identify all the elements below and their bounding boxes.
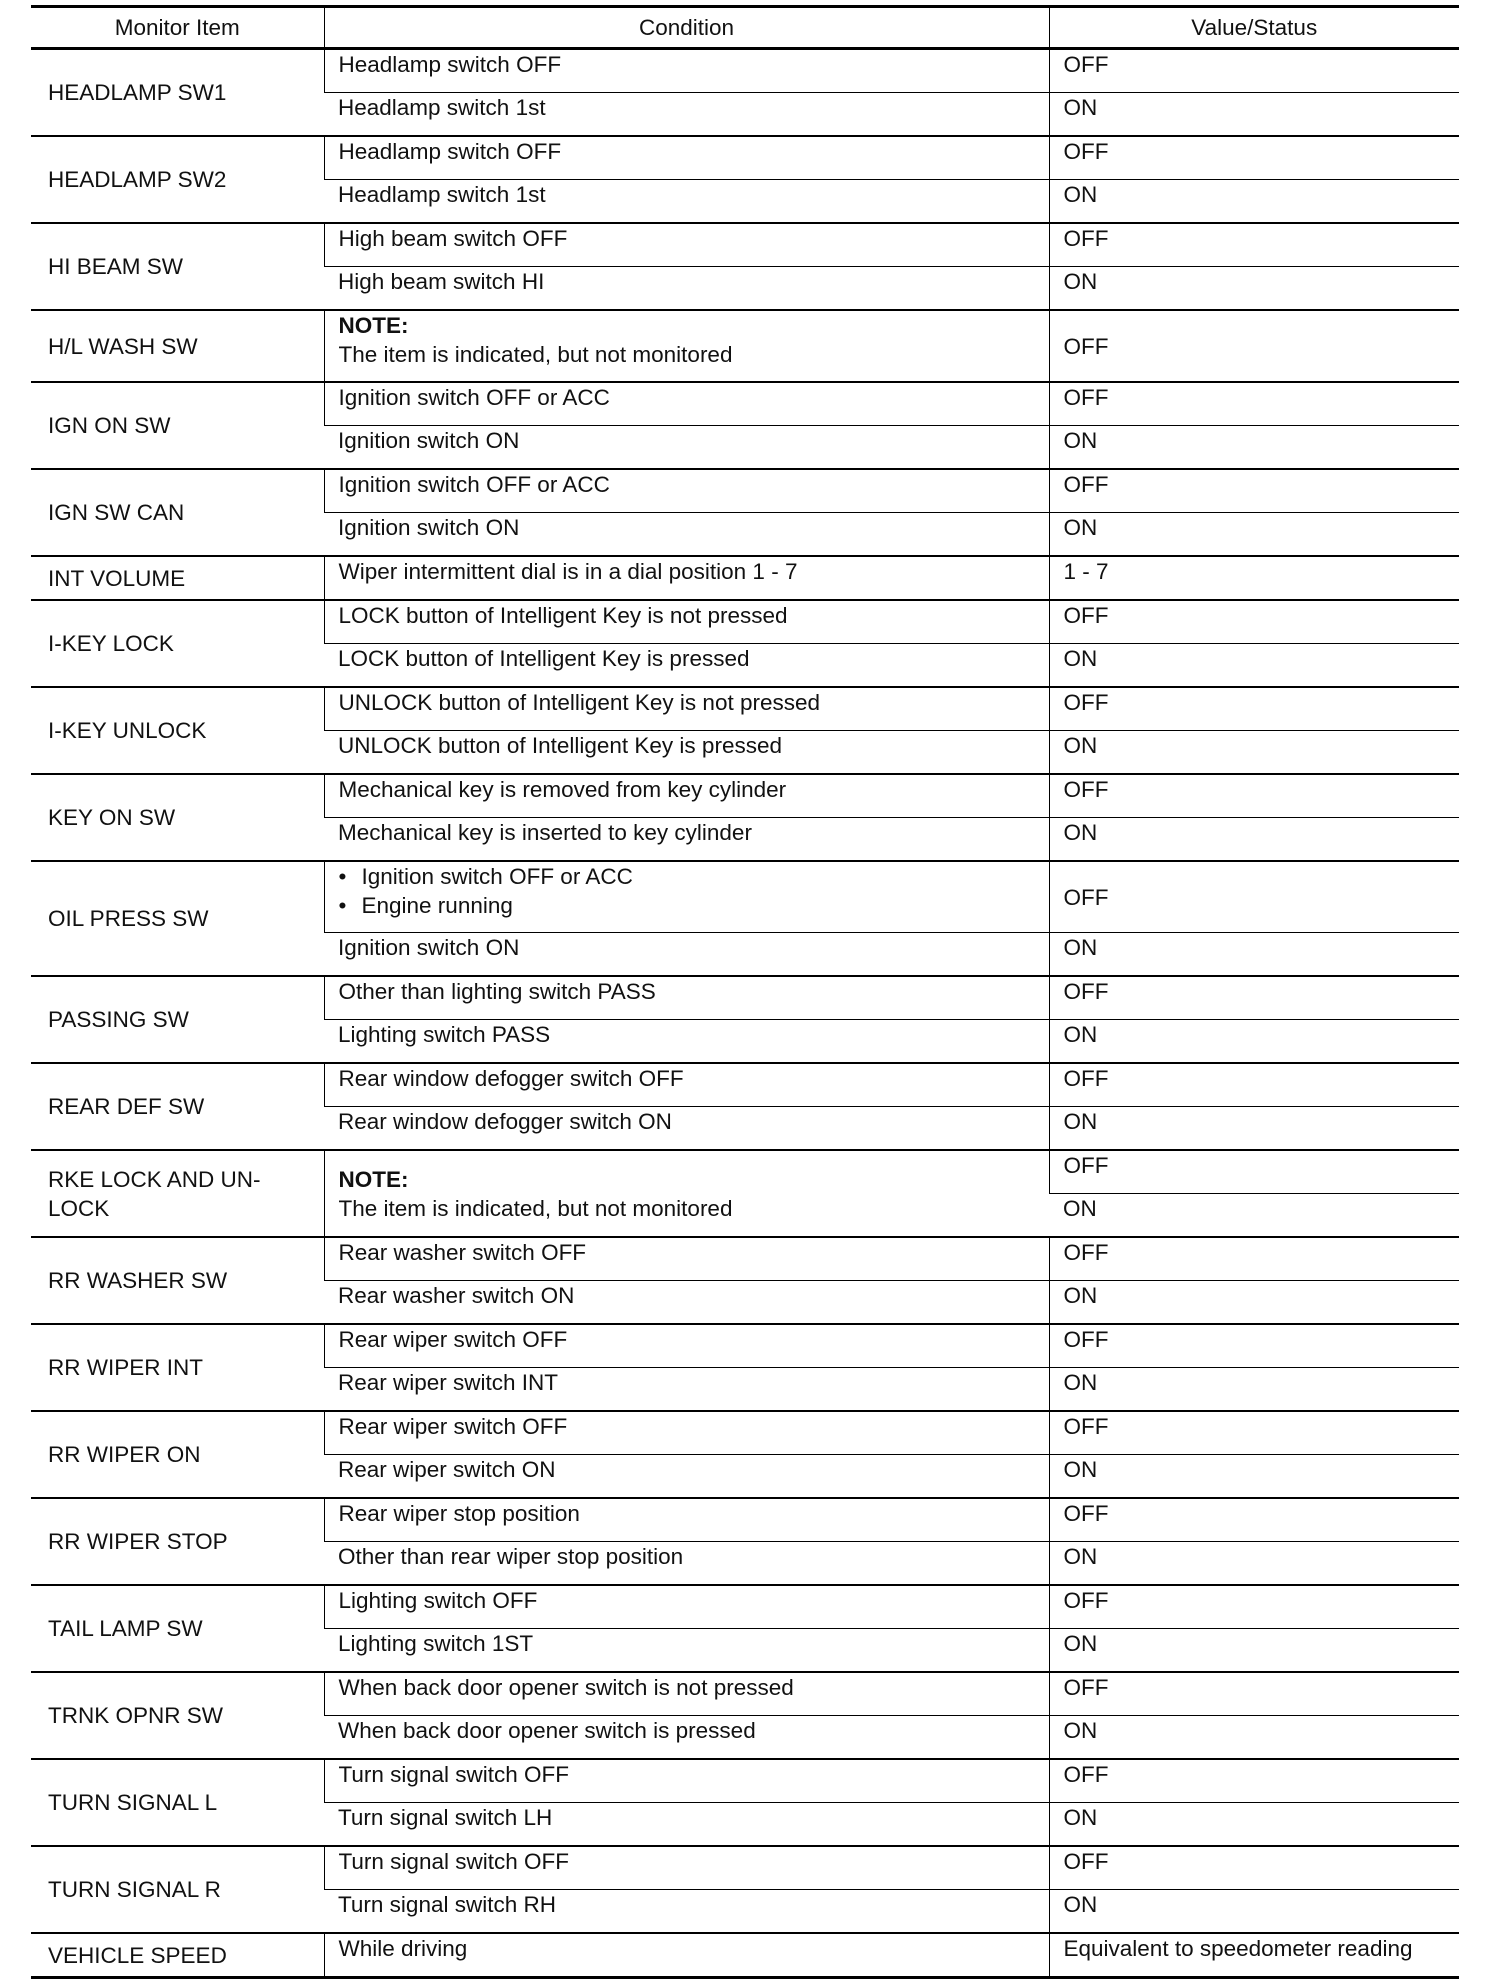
condition-cell: Lighting switch PASS <box>324 1020 1049 1064</box>
condition-cell: Lighting switch 1ST <box>324 1629 1049 1673</box>
table-row <box>31 1063 1459 1107</box>
value-cell: ON <box>1049 1542 1459 1586</box>
note-label: NOTE: <box>338 313 409 338</box>
table-row <box>31 1933 1459 1978</box>
condition-cell: Headlamp switch OFF <box>324 136 1049 180</box>
value-cell: ON <box>1049 731 1459 775</box>
table-row <box>31 976 1459 1020</box>
condition-cell: UNLOCK button of Intelligent Key is pressed <box>324 731 1049 775</box>
value-cell: OFF <box>1049 861 1459 933</box>
value-cell: ON <box>1049 513 1459 557</box>
table-row <box>31 1237 1459 1281</box>
condition-cell <box>324 1150 1049 1237</box>
value-cell: ON <box>1049 180 1459 224</box>
note-text: The item is indicated, but not monitored <box>338 342 733 367</box>
condition-cell: When back door opener switch is not pressed <box>324 1672 1049 1716</box>
table-row <box>31 1846 1459 1890</box>
value-cell: OFF <box>1049 382 1459 426</box>
value-cell: ON <box>1049 1803 1459 1847</box>
value-cell: OFF <box>1049 976 1459 1020</box>
condition-cell: LOCK button of Intelligent Key is pressed <box>324 644 1049 688</box>
condition-cell: LOCK button of Intelligent Key is not pressed <box>324 600 1049 644</box>
monitor-item-cell: RR WIPER INT <box>31 1324 324 1411</box>
condition-cell: Ignition switch OFF or ACC <box>324 382 1049 426</box>
table-row <box>31 223 1459 267</box>
condition-cell: Ignition switch OFF or ACC <box>324 469 1049 513</box>
condition-cell: Rear washer switch ON <box>324 1281 1049 1325</box>
condition-cell: Rear washer switch OFF <box>324 1237 1049 1281</box>
condition-cell: High beam switch OFF <box>324 223 1049 267</box>
condition-cell <box>324 861 1049 933</box>
table-row <box>31 1324 1459 1368</box>
condition-cell: Other than lighting switch PASS <box>324 976 1049 1020</box>
monitor-item-cell: TURN SIGNAL L <box>31 1759 324 1846</box>
monitor-item-cell: RR WIPER ON <box>31 1411 324 1498</box>
condition-cell: High beam switch HI <box>324 267 1049 311</box>
value-cell: OFF <box>1049 687 1459 731</box>
value-cell: ON <box>1049 93 1459 137</box>
value-cell: OFF <box>1049 469 1459 513</box>
table-row <box>31 1150 1459 1194</box>
monitor-item-cell: TURN SIGNAL R <box>31 1846 324 1933</box>
condition-cell: Turn signal switch LH <box>324 1803 1049 1847</box>
value-cell: ON <box>1049 1455 1459 1499</box>
value-cell: ON <box>1049 1194 1459 1238</box>
value-cell: OFF <box>1049 1063 1459 1107</box>
condition-cell: Ignition switch ON <box>324 426 1049 470</box>
monitor-item-cell: HI BEAM SW <box>31 223 324 310</box>
monitor-item-cell: OIL PRESS SW <box>31 861 324 976</box>
monitor-item-cell: H/L WASH SW <box>31 310 324 382</box>
condition-cell: Headlamp switch OFF <box>324 49 1049 93</box>
value-cell: ON <box>1049 1890 1459 1934</box>
condition-cell: Turn signal switch RH <box>324 1890 1049 1934</box>
value-cell: ON <box>1049 1716 1459 1760</box>
monitor-item-cell: RR WIPER STOP <box>31 1498 324 1585</box>
value-cell: ON <box>1049 1368 1459 1412</box>
condition-cell: Turn signal switch OFF <box>324 1759 1049 1803</box>
condition-cell: Ignition switch ON <box>324 933 1049 977</box>
table-row <box>31 1585 1459 1629</box>
condition-cell: Rear wiper switch OFF <box>324 1324 1049 1368</box>
value-cell: OFF <box>1049 1759 1459 1803</box>
value-cell: OFF <box>1049 310 1459 382</box>
condition-cell: Rear wiper stop position <box>324 1498 1049 1542</box>
condition-cell: Rear window defogger switch ON <box>324 1107 1049 1151</box>
value-cell: ON <box>1049 1107 1459 1151</box>
table-row <box>31 1411 1459 1455</box>
value-cell: OFF <box>1049 774 1459 818</box>
bullet-item: • Engine running <box>339 891 1035 920</box>
table-row <box>31 1759 1459 1803</box>
value-cell: OFF <box>1049 1846 1459 1890</box>
condition-cell: Rear wiper switch OFF <box>324 1411 1049 1455</box>
value-cell: OFF <box>1049 1237 1459 1281</box>
table-row <box>31 469 1459 513</box>
monitor-item-cell: VEHICLE SPEED <box>31 1933 324 1978</box>
header-condition: Condition <box>324 7 1049 49</box>
monitor-item-cell: I-KEY LOCK <box>31 600 324 687</box>
monitor-item-cell: HEADLAMP SW1 <box>31 49 324 137</box>
condition-cell: While driving <box>324 1933 1049 1978</box>
table-row <box>31 310 1459 382</box>
value-cell: OFF <box>1049 1585 1459 1629</box>
condition-cell: When back door opener switch is pressed <box>324 1716 1049 1760</box>
table-row <box>31 1498 1459 1542</box>
header-monitor-item: Monitor Item <box>31 7 324 49</box>
condition-cell: Mechanical key is inserted to key cylinder <box>324 818 1049 862</box>
condition-cell: Turn signal switch OFF <box>324 1846 1049 1890</box>
condition-cell: Rear wiper switch ON <box>324 1455 1049 1499</box>
monitor-item-cell: RR WASHER SW <box>31 1237 324 1324</box>
condition-cell: Rear window defogger switch OFF <box>324 1063 1049 1107</box>
value-cell: OFF <box>1049 1498 1459 1542</box>
condition-cell: Headlamp switch 1st <box>324 180 1049 224</box>
value-cell: OFF <box>1049 1150 1459 1194</box>
condition-cell: Headlamp switch 1st <box>324 93 1049 137</box>
monitor-item-line: RKE LOCK AND UN- <box>48 1166 261 1192</box>
note-label: NOTE: <box>338 1166 409 1192</box>
value-cell: ON <box>1049 1020 1459 1064</box>
table-row <box>31 861 1459 933</box>
value-cell: ON <box>1049 818 1459 862</box>
note-text: The item is indicated, but not monitored <box>338 1195 733 1221</box>
table-row <box>31 382 1459 426</box>
value-cell: OFF <box>1049 136 1459 180</box>
table-row <box>31 136 1459 180</box>
condition-cell: Rear wiper switch INT <box>324 1368 1049 1412</box>
value-cell: OFF <box>1049 600 1459 644</box>
table-body <box>31 49 1459 1978</box>
condition-cell: Wiper intermittent dial is in a dial position 1 - 7 <box>324 556 1049 600</box>
condition-cell: Other than rear wiper stop position <box>324 1542 1049 1586</box>
monitor-item-cell <box>31 1150 324 1237</box>
bullet-item: • Ignition switch OFF or ACC <box>339 862 1035 891</box>
monitor-item-table <box>31 5 1459 1979</box>
value-cell: ON <box>1049 1629 1459 1673</box>
table-row <box>31 49 1459 93</box>
value-cell: OFF <box>1049 49 1459 93</box>
header-row <box>31 7 1459 49</box>
value-cell: ON <box>1049 933 1459 977</box>
monitor-item-cell: HEADLAMP SW2 <box>31 136 324 223</box>
value-cell: ON <box>1049 267 1459 311</box>
value-cell: Equivalent to speedometer reading <box>1049 1933 1459 1978</box>
value-cell: OFF <box>1049 1411 1459 1455</box>
table-row <box>31 687 1459 731</box>
value-cell: 1 - 7 <box>1049 556 1459 600</box>
monitor-item-cell: IGN SW CAN <box>31 469 324 556</box>
condition-cell: Mechanical key is removed from key cylinder <box>324 774 1049 818</box>
value-cell: OFF <box>1049 1324 1459 1368</box>
header-value-status: Value/Status <box>1049 7 1459 49</box>
monitor-item-cell: INT VOLUME <box>31 556 324 600</box>
monitor-item-cell: IGN ON SW <box>31 382 324 469</box>
value-cell: OFF <box>1049 1672 1459 1716</box>
condition-cell: UNLOCK button of Intelligent Key is not pressed <box>324 687 1049 731</box>
table-row <box>31 600 1459 644</box>
condition-cell: Ignition switch ON <box>324 513 1049 557</box>
value-cell: OFF <box>1049 223 1459 267</box>
monitor-item-line: LOCK <box>48 1195 110 1221</box>
monitor-item-cell: REAR DEF SW <box>31 1063 324 1150</box>
value-cell: ON <box>1049 1281 1459 1325</box>
table-row <box>31 1672 1459 1716</box>
monitor-item-cell: I-KEY UNLOCK <box>31 687 324 774</box>
condition-cell <box>324 310 1049 382</box>
monitor-item-cell: PASSING SW <box>31 976 324 1063</box>
table-row <box>31 774 1459 818</box>
condition-cell: Lighting switch OFF <box>324 1585 1049 1629</box>
monitor-item-cell: KEY ON SW <box>31 774 324 861</box>
table-row <box>31 556 1459 600</box>
value-cell: ON <box>1049 426 1459 470</box>
monitor-item-cell: TAIL LAMP SW <box>31 1585 324 1672</box>
monitor-item-cell: TRNK OPNR SW <box>31 1672 324 1759</box>
value-cell: ON <box>1049 644 1459 688</box>
